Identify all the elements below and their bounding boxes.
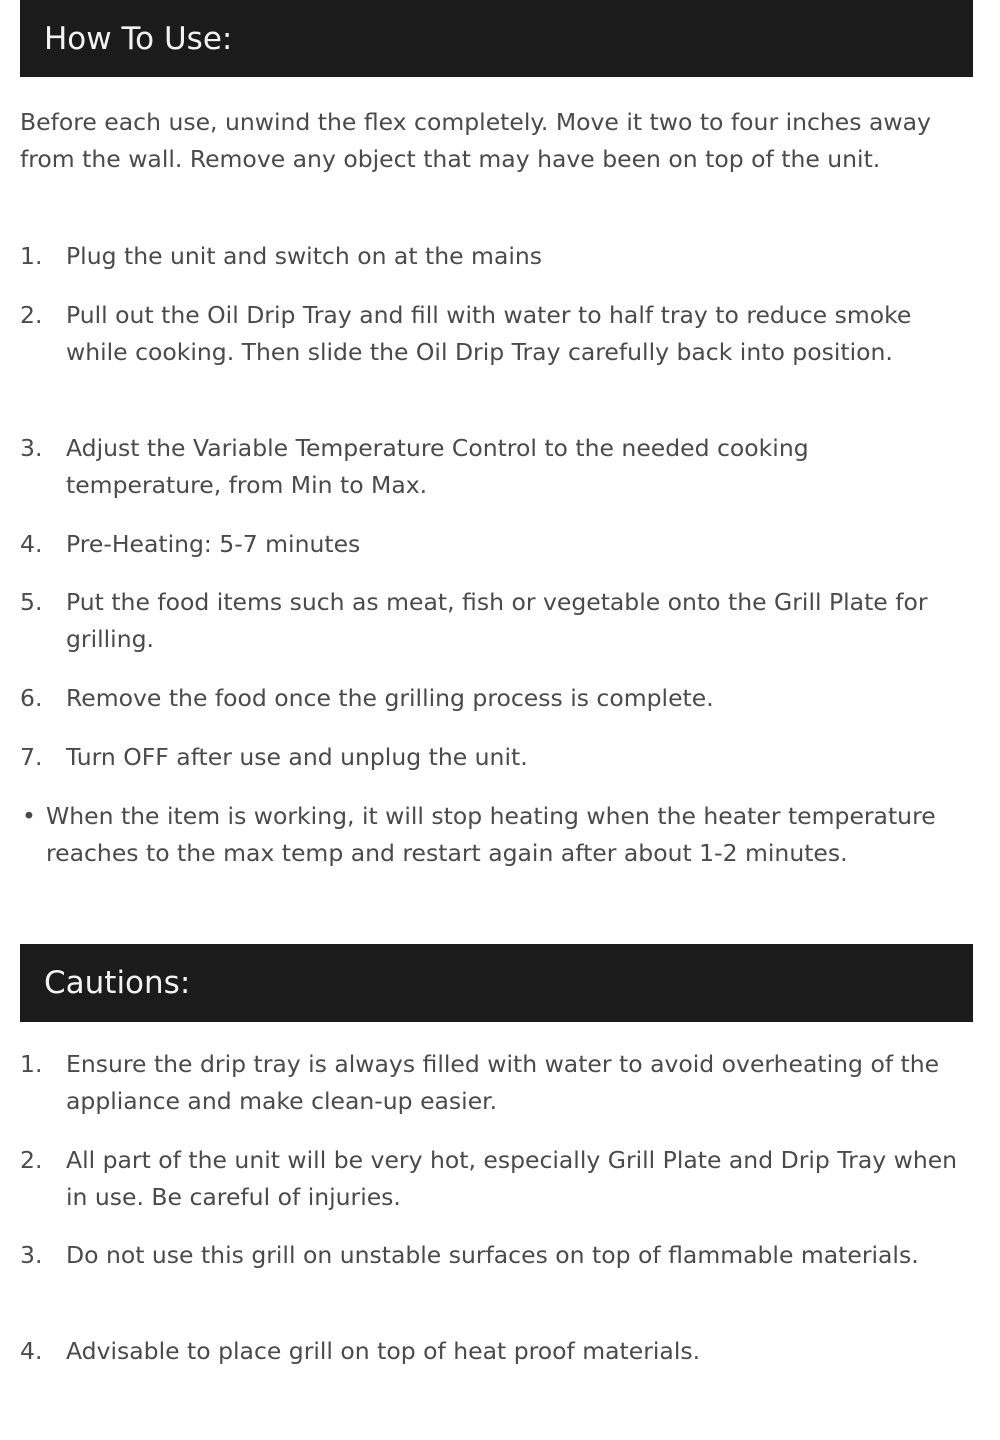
bullet-icon: •: [22, 802, 36, 830]
caution-item: [20, 1333, 980, 1370]
how-to-use-header: [20, 0, 973, 77]
step-item: [20, 680, 980, 717]
step-text: Put the food items such as meat, fish or vegetable onto the Grill Plate for grilling.: [66, 588, 928, 653]
step-item: [20, 297, 980, 371]
step-text: Remove the food once the grilling process is complete.: [66, 684, 714, 712]
caution-number: 3.: [20, 1241, 43, 1269]
step-number: 5.: [20, 588, 43, 616]
step-number: 7.: [20, 743, 43, 771]
caution-number: 2.: [20, 1146, 43, 1174]
how-to-use-intro: Before each use, unwind the flex completely. Move it two to four inches away from the wall. Remove any object that may have been on top of the unit.: [20, 108, 931, 173]
caution-item: [20, 1237, 980, 1274]
caution-item: [20, 1046, 980, 1120]
note-text: When the item is working, it will stop heating when the heater temperature reaches to the max temp and restart again after about 1-2 minutes.: [46, 802, 936, 867]
caution-number: 1.: [20, 1050, 43, 1078]
caution-item: [20, 1142, 980, 1216]
step-text: Pull out the Oil Drip Tray and fill with water to half tray to reduce smoke while cooking. Then slide the Oil Drip Tray carefully back into position.: [66, 301, 912, 366]
step-text: Turn OFF after use and unplug the unit.: [66, 743, 528, 771]
step-number: 2.: [20, 301, 43, 329]
step-number: 3.: [20, 434, 43, 462]
step-item: [20, 430, 980, 504]
step-number: 1.: [20, 242, 43, 270]
step-item: [20, 238, 980, 275]
step-text: Adjust the Variable Temperature Control to the needed cooking temperature, from Min to Max.: [66, 434, 809, 499]
note-item: [20, 798, 980, 872]
cautions-title: Cautions:: [44, 965, 191, 1001]
step-item: [20, 739, 980, 776]
caution-text: Ensure the drip tray is always filled with water to avoid overheating of the appliance and make clean-up easier.: [66, 1050, 940, 1115]
step-item: [20, 584, 980, 658]
step-number: 4.: [20, 530, 43, 558]
caution-text: All part of the unit will be very hot, especially Grill Plate and Drip Tray when in use. Be careful of injuries.: [66, 1146, 958, 1211]
step-text: Pre-Heating: 5-7 minutes: [66, 530, 361, 558]
step-text: Plug the unit and switch on at the mains: [66, 242, 543, 270]
how-to-use-title: How To Use:: [44, 20, 233, 57]
caution-number: 4.: [20, 1337, 43, 1365]
caution-text: Do not use this grill on unstable surfaces on top of flammable materials.: [66, 1241, 919, 1269]
caution-text: Advisable to place grill on top of heat proof materials.: [66, 1337, 701, 1365]
cautions-header: [20, 944, 973, 1022]
step-item: [20, 526, 980, 563]
step-number: 6.: [20, 684, 43, 712]
